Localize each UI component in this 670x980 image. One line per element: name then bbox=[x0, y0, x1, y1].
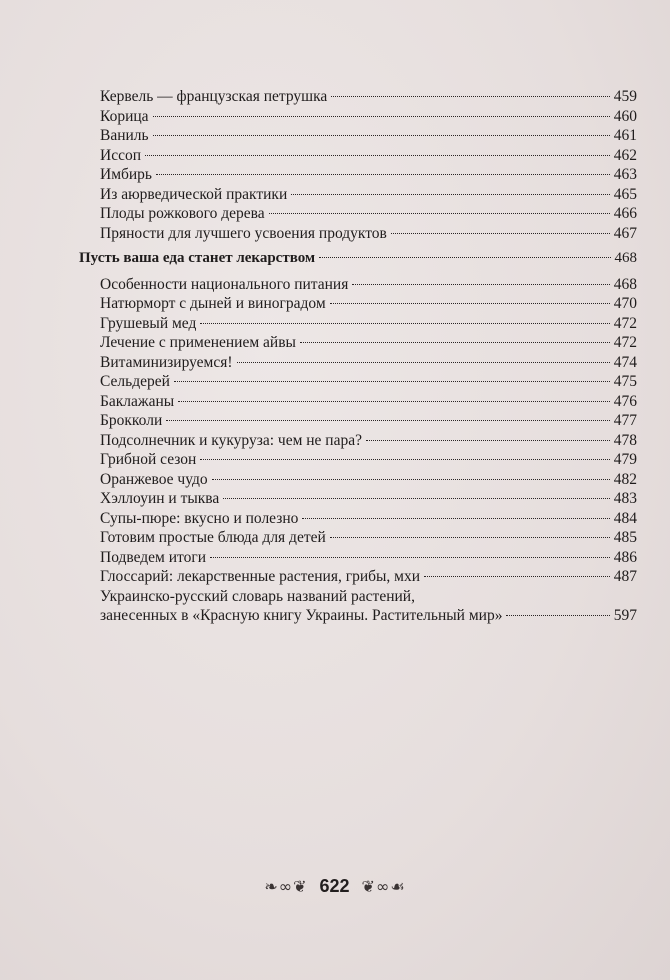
chapter-title: Пусть ваша еда станет лекарством bbox=[79, 250, 316, 266]
table-of-contents bbox=[79, 87, 637, 626]
dot-leader bbox=[178, 401, 610, 402]
toc-entry-title: Грибной сезон bbox=[100, 451, 197, 468]
dot-leader bbox=[200, 459, 609, 460]
toc-entry-title: Плоды рожкового дерева bbox=[100, 205, 265, 222]
toc-row bbox=[79, 372, 637, 392]
toc-entry-title: Готовим простые блюда для детей bbox=[100, 529, 326, 546]
toc-entry-page: 461 bbox=[613, 127, 637, 144]
toc-row bbox=[79, 450, 637, 470]
dot-leader bbox=[291, 194, 610, 195]
toc-entry-title: Особенности национального питания bbox=[100, 275, 349, 293]
toc-row bbox=[79, 470, 637, 490]
dot-leader bbox=[391, 233, 610, 234]
toc-entry-page: 460 bbox=[613, 107, 637, 125]
toc-entry-title: Грушевый мед bbox=[100, 314, 197, 332]
dot-leader bbox=[156, 174, 610, 175]
toc-entry-title: Имбирь bbox=[100, 166, 153, 183]
toc-entry-page: 475 bbox=[613, 373, 637, 390]
toc-entry-page: 474 bbox=[613, 353, 637, 371]
dot-leader bbox=[166, 420, 610, 421]
dot-leader bbox=[145, 155, 610, 156]
page-footer bbox=[0, 876, 670, 897]
toc-entry-title: Ваниль bbox=[100, 127, 149, 144]
toc-row bbox=[79, 224, 637, 244]
toc-entry-title: Корица bbox=[100, 107, 149, 125]
toc-entry-page: 467 bbox=[613, 224, 637, 242]
toc-row bbox=[79, 489, 637, 509]
toc-entry-title: Натюрморт с дыней и виноградом bbox=[100, 295, 326, 312]
dot-leader bbox=[302, 518, 609, 519]
toc-entry-title: Пряности для лучшего усвоения продуктов bbox=[100, 224, 387, 242]
toc-entry-page: 459 bbox=[613, 88, 637, 105]
toc-row bbox=[79, 431, 637, 451]
toc-row bbox=[79, 606, 637, 626]
toc-entry-title: Подведем итоги bbox=[100, 548, 207, 566]
toc-entry-page: 487 bbox=[613, 568, 637, 585]
toc-multiline-entry-first-line: Украинско-русский словарь названий растений, bbox=[100, 587, 415, 605]
toc-entry-title: Подсолнечник и кукуруза: чем не пара? bbox=[100, 431, 362, 449]
toc-entry-page: 472 bbox=[613, 314, 637, 332]
toc-entry-title: Оранжевое чудо bbox=[100, 470, 208, 488]
dot-leader bbox=[153, 135, 610, 136]
toc-entry-title: Супы-пюре: вкусно и полезно bbox=[100, 509, 299, 527]
toc-entry-title: Из аюрведической практики bbox=[100, 185, 288, 203]
toc-row bbox=[79, 275, 637, 295]
dot-leader bbox=[424, 576, 610, 577]
dot-leader bbox=[210, 557, 610, 558]
toc-entry-page: 479 bbox=[613, 451, 637, 468]
toc-entry-page: 472 bbox=[613, 334, 637, 351]
dot-leader bbox=[352, 284, 609, 285]
toc-entry-page: 485 bbox=[613, 529, 637, 546]
toc-row bbox=[79, 165, 637, 185]
toc-entry-title: Лечение с применением айвы bbox=[100, 334, 296, 351]
toc-entry-title: Сельдерей bbox=[100, 373, 170, 390]
toc-row bbox=[79, 353, 637, 373]
toc-row bbox=[79, 509, 637, 529]
dot-leader bbox=[506, 615, 609, 616]
toc-row bbox=[79, 294, 637, 314]
toc-entry-title: Хэллоуин и тыква bbox=[100, 490, 220, 507]
toc-entry-page: 597 bbox=[613, 607, 637, 624]
toc-entry-title: Брокколи bbox=[100, 412, 163, 429]
dot-leader bbox=[223, 498, 609, 499]
toc-entry-title: Иссоп bbox=[100, 146, 141, 164]
toc-entry-page: 482 bbox=[613, 470, 637, 488]
toc-entry-page: 468 bbox=[613, 275, 637, 293]
toc-row bbox=[79, 126, 637, 146]
dot-leader bbox=[366, 440, 610, 441]
toc-row bbox=[79, 392, 637, 412]
toc-row bbox=[79, 333, 637, 353]
toc-chapter-row bbox=[79, 249, 637, 269]
dot-leader bbox=[330, 303, 610, 304]
toc-row bbox=[79, 411, 637, 431]
ornament-left-icon: ❧∞❦ bbox=[264, 877, 308, 896]
toc-entry-page: 478 bbox=[613, 431, 637, 449]
dot-leader bbox=[200, 323, 609, 324]
dot-leader bbox=[174, 381, 610, 382]
page-number: 622 bbox=[319, 876, 350, 896]
toc-row bbox=[79, 548, 637, 568]
dot-leader bbox=[153, 116, 610, 117]
toc-row bbox=[79, 567, 637, 587]
dot-leader bbox=[331, 96, 609, 97]
toc-row bbox=[79, 528, 637, 548]
toc-row bbox=[79, 314, 637, 334]
toc-entry-page: 476 bbox=[613, 392, 637, 410]
toc-entry-page: 470 bbox=[613, 295, 637, 312]
dot-leader bbox=[300, 342, 610, 343]
toc-entry-title: Витаминизируемся! bbox=[100, 353, 233, 371]
dot-leader bbox=[319, 257, 610, 258]
toc-entry-title: Кервель — французская петрушка bbox=[100, 88, 328, 105]
toc-entry-page: 466 bbox=[613, 205, 637, 222]
toc-entry-page: 486 bbox=[613, 548, 637, 566]
toc-row bbox=[79, 204, 637, 224]
toc-row bbox=[79, 185, 637, 205]
toc-entry-page: 462 bbox=[613, 146, 637, 164]
toc-entry-page: 465 bbox=[613, 185, 637, 203]
toc-row bbox=[79, 107, 637, 127]
dot-leader bbox=[237, 362, 610, 363]
dot-leader bbox=[212, 479, 610, 480]
toc-row bbox=[79, 146, 637, 166]
dot-leader bbox=[269, 213, 610, 214]
toc-entry-page: 477 bbox=[613, 412, 637, 429]
toc-entry-page: 463 bbox=[613, 166, 637, 183]
toc-entry-page: 483 bbox=[613, 490, 637, 507]
dot-leader bbox=[330, 537, 610, 538]
toc-row bbox=[79, 87, 637, 107]
ornament-right-icon: ❦∞☙ bbox=[361, 877, 406, 896]
toc-entry-title: занесенных в «Красную книгу Украины. Растительный мир» bbox=[100, 607, 503, 624]
toc-entry-title: Баклажаны bbox=[100, 392, 175, 410]
chapter-page: 468 bbox=[614, 250, 637, 266]
toc-entry-title: Глоссарий: лекарственные растения, грибы, мхи bbox=[100, 568, 421, 585]
toc-entry-page: 484 bbox=[613, 509, 637, 527]
